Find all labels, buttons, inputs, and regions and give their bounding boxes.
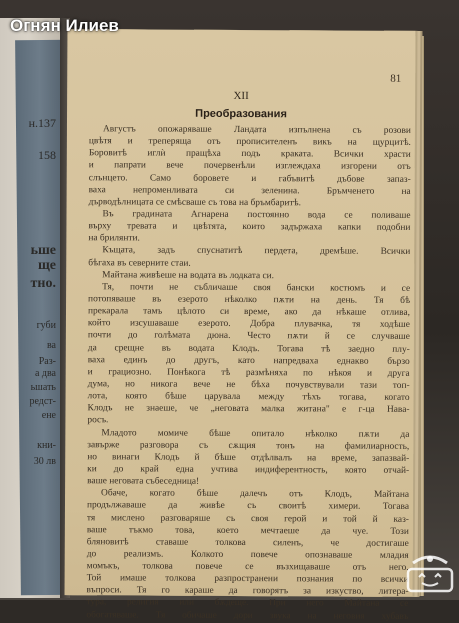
previous-page-line: тно. xyxy=(30,276,56,291)
text-line: Въ градината Агнарена постоянно вода се поливаше xyxy=(102,209,411,221)
chapter-number: XII xyxy=(233,89,249,103)
text-line: продължаваше да живѣе съ своитѣ химери. Тогава xyxy=(86,500,410,513)
text-line: да срещне въ водата Клодъ. Тогава тѣ заедно плу- xyxy=(87,342,410,355)
text-line: бѣгаха въ северните стаи. xyxy=(88,257,191,269)
previous-page-line: ьшать xyxy=(30,382,56,393)
previous-page-line: а два xyxy=(34,368,56,379)
text-line: Той имаше толкова разпространени познания по всички xyxy=(86,573,409,586)
text-line: тя мислено разговаряше съ своя герой и той й каз- xyxy=(86,512,409,525)
chapter-title: Преобразования xyxy=(195,107,287,121)
text-line: дума, но никога вече не бѣха почувствували тази топ- xyxy=(87,379,410,391)
text-line: прекарала тамъ цѣлото си време, ако да нѣкаше отлива, xyxy=(87,306,411,318)
text-line: ваше тъкмо това, което мечтаеше да чуе. Този xyxy=(86,524,409,537)
text-line: потопяваше въ езерото нѣколко пѫти на день. Тя бѣ xyxy=(88,294,411,306)
text-line: ваше неговата събеседница! xyxy=(87,476,200,487)
text-line: на брилянти. xyxy=(88,233,140,244)
text-line: и грациозно. Понѣкога тѣ размѣняха по нѣкоя и друга xyxy=(87,367,410,379)
text-line: ваха непроменливата си зеленина. Бръмченето на xyxy=(88,184,411,197)
text-line: ваха единъ до другъ, като напредваха еднакво бързо xyxy=(87,354,410,367)
text-line: тура, религия или бѫдеще. При него Майтана се xyxy=(86,597,409,610)
text-line: бляновитѣ ставаше толкова силенъ, че достигаше xyxy=(86,536,409,549)
text-line: момъкъ, толкова повече се възхищаваше отъ него. xyxy=(86,561,409,573)
text-line: Августъ опожаряваше Ландата изпълнена съ розови xyxy=(102,124,411,136)
text-line: Тя, почти не събличаше своя бански костюмъ и се xyxy=(102,282,411,294)
text-line: обогатяваше. Тя обичаше дори звука на неговия хубавъ xyxy=(86,609,409,622)
text-line: Младото момиче бѣше опитало нѣколко пѫти да xyxy=(101,427,410,440)
text-line: цвѣтя и треперяща отъ прописителенъ викъ на щурцитѣ. xyxy=(88,136,411,149)
text-line: Боровитѣ иглѝ пращѣха подъ краката. Всички храсти xyxy=(88,148,411,161)
previous-page-line: Раз- xyxy=(38,356,56,367)
text-line: росъ. xyxy=(87,415,109,426)
book-page xyxy=(65,29,416,622)
previous-page-line: губи xyxy=(36,320,56,331)
page-number: 81 xyxy=(390,72,402,85)
previous-page-line: ще xyxy=(37,258,56,273)
text-line: слънцето. Само боровете и габъвитѣ дъбове запаз- xyxy=(88,172,411,185)
text-line: въпроси. Тя го караше да говорятъ за изкуство, литера- xyxy=(86,585,409,598)
text-line: ки до край една учтива индиферентность, която отчай- xyxy=(87,464,410,476)
text-line: лота, която бѣше царувала между тѣхъ тогава, когато xyxy=(87,391,410,403)
text-line: почти до голѣмата дюна. Често пѫти й се случваше xyxy=(87,330,410,343)
seller-watermark: Огнян Илиев xyxy=(10,16,119,35)
previous-page-line: н.137 xyxy=(28,116,56,130)
text-line: който изсушаваше езерото. Добра плувачка, тя ходѣше xyxy=(87,318,410,331)
text-line: дърводѣлницата се смѣсваше съ това на бръмбаритѣ. xyxy=(88,197,301,209)
text-line: и папрати вече почервенѣли изглеждаха изгорени отъ xyxy=(88,160,411,173)
previous-page-line: ьше xyxy=(30,243,56,258)
text-line: но винаги Клодъ й бѣше отдѣлвалъ на време, запазвай- xyxy=(87,451,410,464)
previous-page-line: кни- xyxy=(37,440,56,451)
text-line: завърже разговора съ сѫщия тонъ на фамилиарность, xyxy=(87,439,410,452)
text-line: Майтана живѣеше на водата въ лодката си. xyxy=(102,269,275,281)
text-line: до реализмъ. Колкото повече опознаваше младия xyxy=(86,549,409,561)
text-line: върху тревата и цвѣтята, които задържаха капки подобни xyxy=(88,221,411,234)
previous-page-line: 30 лв xyxy=(33,456,56,467)
bazar-logo-icon xyxy=(405,553,455,595)
text-line: Клодъ не знаеше, че „неговата малка житана" е г-ца Нава- xyxy=(87,403,410,416)
text-line: Къщата, задъ спуснатитѣ пердета, дремѣше. Всички xyxy=(102,245,411,258)
previous-page-line: ене xyxy=(41,410,56,421)
page-body-text xyxy=(86,123,411,622)
previous-page-line: редст- xyxy=(29,396,56,407)
previous-page-line: 158 xyxy=(38,148,56,162)
text-line: Обаче, когато бѣше далечъ отъ Клодъ, Майтана xyxy=(101,488,410,501)
previous-page-line: ва xyxy=(46,340,56,351)
